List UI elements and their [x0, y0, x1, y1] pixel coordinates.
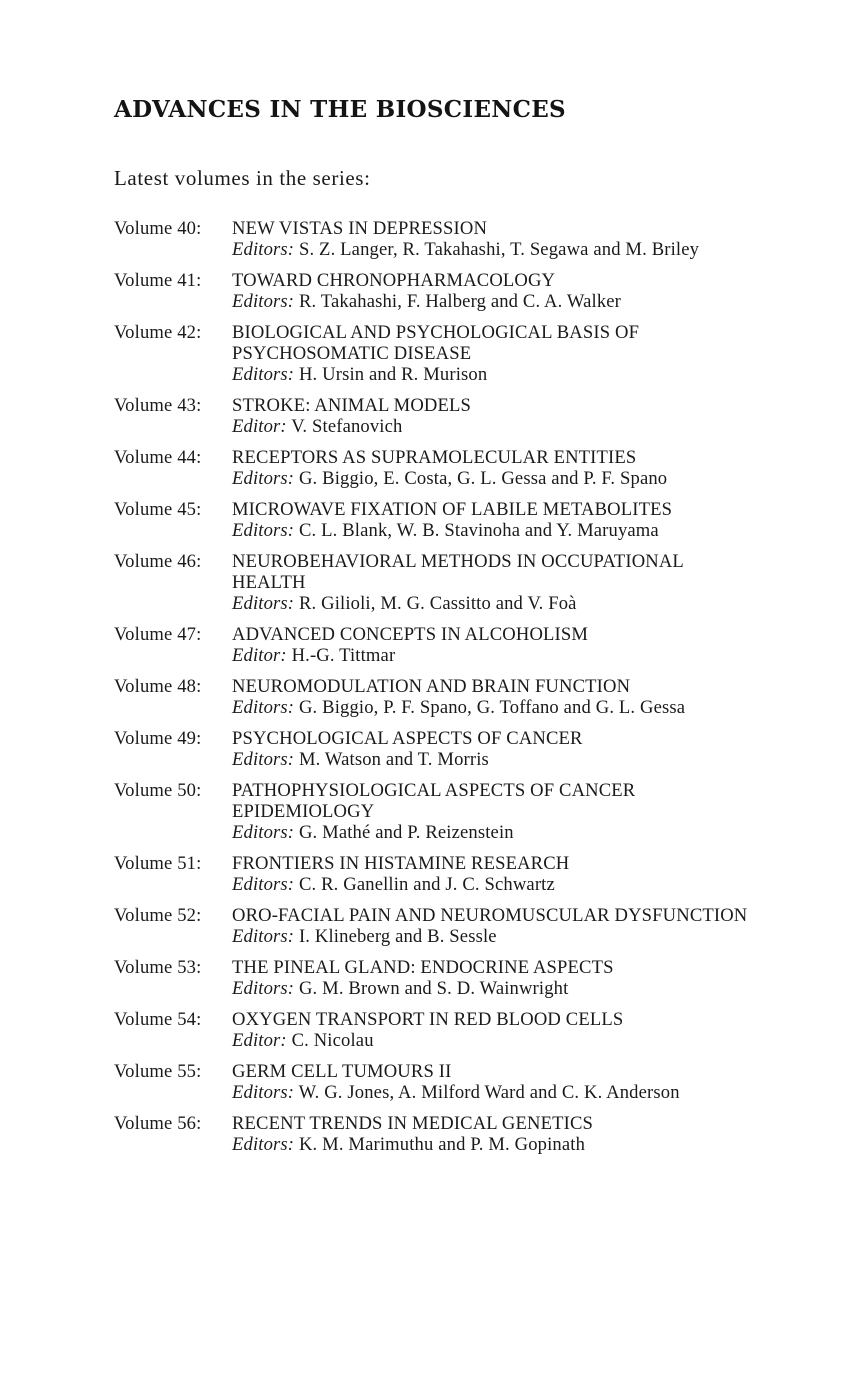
editors-prefix: Editors:	[232, 1082, 295, 1103]
volume-editors	[232, 291, 814, 312]
editors-names: M. Watson and T. Morris	[298, 749, 489, 770]
volume-editors	[232, 645, 814, 666]
volume-details	[232, 676, 814, 718]
volume-editors	[232, 520, 814, 541]
editors-names: H.-G. Tittmar	[291, 645, 396, 666]
editors-names: G. M. Brown and S. D. Wainwright	[298, 978, 569, 999]
volume-entry	[114, 322, 814, 385]
editors-prefix: Editors:	[232, 468, 295, 489]
editors-names: C. L. Blank, W. B. Stavinoha and Y. Maruyama	[298, 520, 659, 541]
volume-title: NEUROMODULATION AND BRAIN FUNCTION	[232, 676, 631, 697]
volume-entry	[114, 676, 814, 718]
volume-details	[232, 853, 814, 895]
volume-number: Volume 44:	[114, 447, 202, 468]
volume-title: NEW VISTAS IN DEPRESSION	[232, 218, 488, 239]
volume-details	[232, 728, 814, 770]
volume-editors	[232, 239, 814, 260]
editors-prefix: Editors:	[232, 697, 295, 718]
volume-title: STROKE: ANIMAL MODELS	[232, 395, 472, 416]
series-title: ADVANCES IN THE BIOSCIENCES	[114, 96, 566, 123]
editors-prefix: Editors:	[232, 926, 295, 947]
volume-number: Volume 49:	[114, 728, 202, 749]
editors-prefix: Editors:	[232, 364, 295, 385]
editors-names: G. Mathé and P. Reizenstein	[298, 822, 514, 843]
volume-number: Volume 53:	[114, 957, 202, 978]
volume-editors	[232, 874, 814, 895]
volume-details	[232, 447, 814, 489]
volume-number: Volume 43:	[114, 395, 202, 416]
editors-names: S. Z. Langer, R. Takahashi, T. Segawa and M. Briley	[298, 239, 700, 260]
volume-title: GERM CELL TUMOURS II	[232, 1061, 452, 1082]
editors-names: G. Biggio, P. F. Spano, G. Toffano and G. L. Gessa	[298, 697, 686, 718]
editors-prefix: Editors:	[232, 520, 295, 541]
volume-editors	[232, 416, 814, 437]
editors-prefix: Editors:	[232, 239, 295, 260]
editors-prefix: Editors:	[232, 749, 295, 770]
volume-title: PATHOPHYSIOLOGICAL ASPECTS OF CANCER EPIDEMIOLOGY	[232, 780, 636, 822]
volume-editors	[232, 468, 814, 489]
volume-entry	[114, 905, 814, 947]
volume-title: NEUROBEHAVIORAL METHODS IN OCCUPATIONAL HEALTH	[232, 551, 684, 593]
editors-prefix: Editors:	[232, 1134, 295, 1155]
volume-entry	[114, 551, 814, 614]
editors-prefix: Editor:	[232, 1030, 287, 1051]
editors-prefix: Editors:	[232, 291, 295, 312]
editors-names: R. Takahashi, F. Halberg and C. A. Walker	[298, 291, 622, 312]
volume-entry	[114, 395, 814, 437]
editors-names: G. Biggio, E. Costa, G. L. Gessa and P. F. Spano	[298, 468, 668, 489]
editors-prefix: Editor:	[232, 645, 287, 666]
editors-names: V. Stefanovich	[291, 416, 403, 437]
volume-entry	[114, 1061, 814, 1103]
editors-names: I. Klineberg and B. Sessle	[298, 926, 497, 947]
volume-details	[232, 1009, 814, 1051]
volume-details	[232, 957, 814, 999]
volume-editors	[232, 749, 814, 770]
volume-details	[232, 395, 814, 437]
editors-prefix: Editors:	[232, 874, 295, 895]
volume-title: BIOLOGICAL AND PSYCHOLOGICAL BASIS OF PSYCHOSOMATIC DISEASE	[232, 322, 640, 364]
volume-title: ORO-FACIAL PAIN AND NEUROMUSCULAR DYSFUNCTION	[232, 905, 748, 926]
volume-entry	[114, 1009, 814, 1051]
volume-number: Volume 46:	[114, 551, 202, 572]
volume-details	[232, 218, 814, 260]
volume-details	[232, 905, 814, 947]
volume-title: THE PINEAL GLAND: ENDOCRINE ASPECTS	[232, 957, 614, 978]
volume-entry	[114, 957, 814, 999]
volume-number: Volume 55:	[114, 1061, 202, 1082]
volume-title: RECENT TRENDS IN MEDICAL GENETICS	[232, 1113, 593, 1134]
volume-number: Volume 52:	[114, 905, 202, 926]
volume-entry	[114, 624, 814, 666]
editors-prefix: Editor:	[232, 416, 287, 437]
volume-title: MICROWAVE FIXATION OF LABILE METABOLITES	[232, 499, 673, 520]
volume-title: RECEPTORS AS SUPRAMOLECULAR ENTITIES	[232, 447, 637, 468]
volume-entry	[114, 218, 814, 260]
volume-details	[232, 270, 814, 312]
volume-number: Volume 41:	[114, 270, 202, 291]
volume-editors	[232, 593, 814, 614]
volume-number: Volume 40:	[114, 218, 202, 239]
volume-details	[232, 1061, 814, 1103]
editors-names: R. Gilioli, M. G. Cassitto and V. Foà	[298, 593, 577, 614]
volume-details	[232, 551, 814, 614]
volume-editors	[232, 1134, 814, 1155]
editors-names: C. Nicolau	[291, 1030, 374, 1051]
volume-editors	[232, 822, 814, 843]
editors-prefix: Editors:	[232, 593, 295, 614]
volume-editors	[232, 926, 814, 947]
volume-title: OXYGEN TRANSPORT IN RED BLOOD CELLS	[232, 1009, 624, 1030]
volume-number: Volume 56:	[114, 1113, 202, 1134]
volume-title: PSYCHOLOGICAL ASPECTS OF CANCER	[232, 728, 583, 749]
editors-names: K. M. Marimuthu and P. M. Gopinath	[298, 1134, 586, 1155]
editors-names: H. Ursin and R. Murison	[298, 364, 488, 385]
volume-editors	[232, 364, 814, 385]
volume-details	[232, 624, 814, 666]
volume-number: Volume 50:	[114, 780, 202, 801]
volume-details	[232, 322, 814, 385]
volume-title: TOWARD CHRONOPHARMACOLOGY	[232, 270, 556, 291]
volume-editors	[232, 978, 814, 999]
volume-list	[114, 218, 814, 1165]
volume-entry	[114, 447, 814, 489]
volume-number: Volume 51:	[114, 853, 202, 874]
volume-entry	[114, 270, 814, 312]
editors-prefix: Editors:	[232, 822, 295, 843]
volume-entry	[114, 499, 814, 541]
volume-number: Volume 48:	[114, 676, 202, 697]
volume-number: Volume 54:	[114, 1009, 202, 1030]
editors-prefix: Editors:	[232, 978, 295, 999]
editors-names: W. G. Jones, A. Milford Ward and C. K. Anderson	[298, 1082, 680, 1103]
volume-details	[232, 780, 814, 843]
volume-editors	[232, 1030, 814, 1051]
series-subtitle: Latest volumes in the series:	[114, 166, 371, 190]
volume-entry	[114, 1113, 814, 1155]
volume-entry	[114, 853, 814, 895]
volume-number: Volume 45:	[114, 499, 202, 520]
volume-details	[232, 1113, 814, 1155]
volume-editors	[232, 697, 814, 718]
editors-names: C. R. Ganellin and J. C. Schwartz	[298, 874, 555, 895]
volume-number: Volume 47:	[114, 624, 202, 645]
volume-entry	[114, 728, 814, 770]
volume-entry	[114, 780, 814, 843]
volume-number: Volume 42:	[114, 322, 202, 343]
volume-title: ADVANCED CONCEPTS IN ALCOHOLISM	[232, 624, 589, 645]
volume-details	[232, 499, 814, 541]
volume-title: FRONTIERS IN HISTAMINE RESEARCH	[232, 853, 570, 874]
volume-editors	[232, 1082, 814, 1103]
